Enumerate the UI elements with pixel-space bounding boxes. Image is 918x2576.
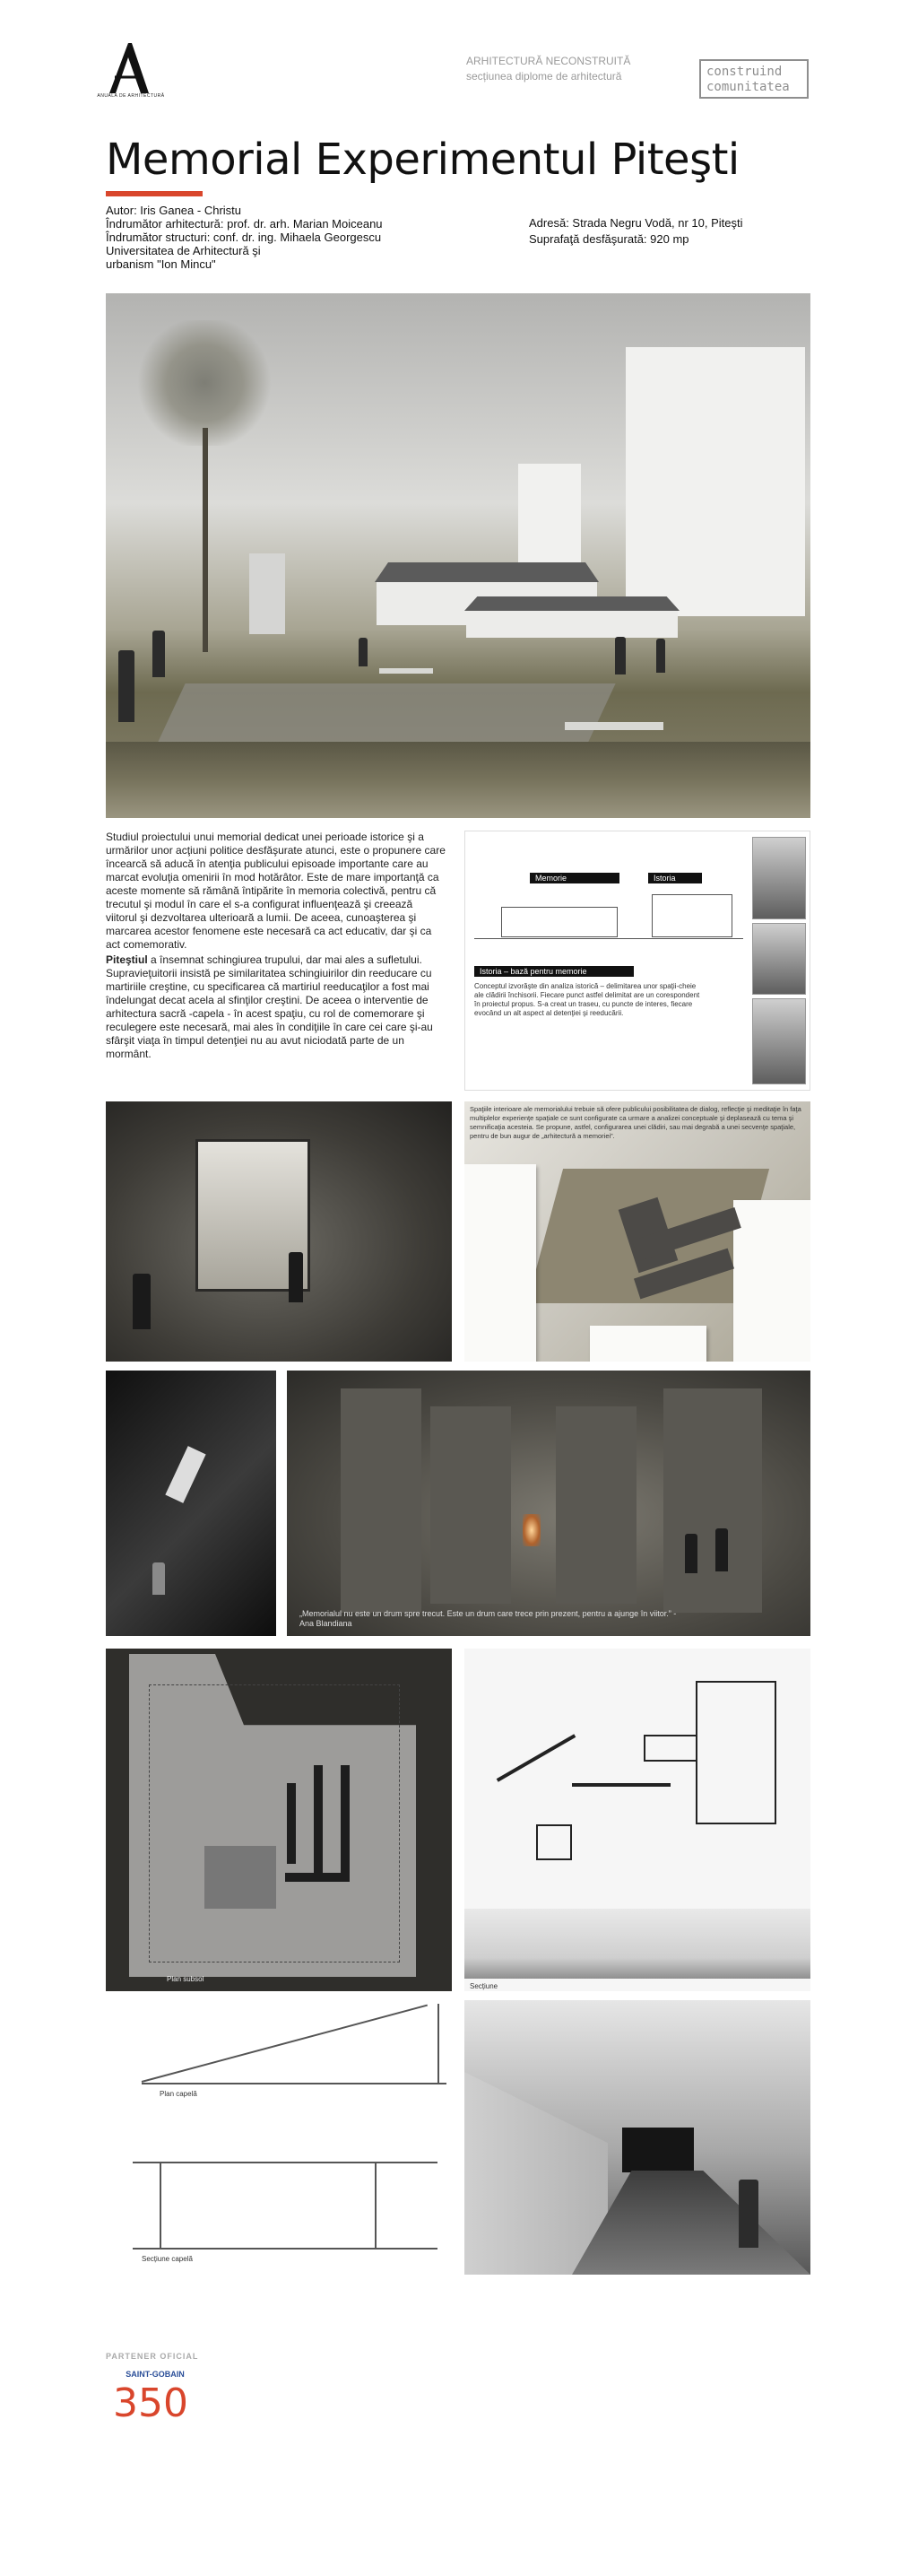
entrance-opening	[622, 2128, 694, 2172]
area: Suprafaţă desfăşurată: 920 mp	[529, 232, 689, 246]
description-paragraph-2	[106, 953, 446, 1061]
construind-comunitatea-logo	[699, 59, 809, 99]
concept-photo	[752, 998, 806, 1084]
saint-gobain-logo	[106, 2370, 204, 2432]
annex-roof	[464, 596, 680, 611]
partner-label: PARTENER OFICIAL	[106, 2352, 199, 2361]
neighbor-block	[464, 1164, 536, 1362]
section-elevation	[464, 1909, 810, 1979]
site-plan	[106, 1649, 452, 1991]
visitor-figure	[656, 639, 665, 673]
background-tower	[626, 347, 805, 616]
anniversary-digit-5: 5	[138, 2380, 163, 2426]
light-slit-render	[106, 1371, 276, 1636]
plan-wall	[285, 1873, 350, 1882]
logo-caption: ANUALA DE ARHITECTURĂ	[97, 93, 165, 99]
concept-note: Conceptul izvorăşte din analiza istorică – delimitarea unor spaţii-cheie ale clădirii închisorii. Fiecare punct astfel delimitat are un corespondent în proiectul propus. S-a creat un traseu, cu puncte de interes, fiecare evocând un alt aspect al detenţiei şi reeducării.	[474, 982, 700, 1017]
partner-anniversary	[113, 2382, 188, 2425]
concrete-pillar	[341, 1388, 421, 1613]
ramp-wall	[464, 2072, 608, 2275]
concrete-pillar	[663, 1388, 762, 1613]
tagline-line2: secțiunea diplome de arhitectură	[466, 70, 622, 83]
visitor-figure	[289, 1252, 303, 1302]
aerial-caption: Spaţiile interioare ale memorialului trebuie să ofere publicului posibilitatea de dialog, reflecţie şi meditaţie în faţa multiplelor experienţe spaţiale ce sunt configurate ca urmare a analizei conceptuale şi deplasează cu tema şi semnificaţia acesteia. Se propune, astfel, configurarea unei clădiri, sau mai degrabă a unei secvenţe spaţiale, pentru de bun augur de „arhitectură a memoriei”.	[470, 1105, 801, 1140]
concept-board	[464, 831, 810, 1091]
visitor-figure	[739, 2180, 758, 2248]
chapel-plan-base	[142, 2083, 446, 2084]
hall-render	[287, 1371, 810, 1636]
advisor-structures: Îndrumător structuri: conf. dr. ing. Mihaela Georgescu	[106, 231, 382, 244]
university-line1: Universitatea de Arhitectură şi	[106, 244, 261, 257]
chapel-section-label: Secțiune capelă	[142, 2255, 193, 2263]
visitor-figure	[359, 638, 368, 666]
concrete-pillar	[430, 1406, 511, 1604]
prison-plan	[696, 1681, 776, 1824]
chapel-section-top	[133, 2162, 437, 2163]
plan-wall	[341, 1765, 350, 1873]
visitor-figure	[133, 1274, 151, 1329]
visitor-figure	[615, 637, 626, 674]
title-accent-bar	[106, 191, 203, 196]
section-label: Secțiune	[470, 1982, 498, 1990]
visitor-figure	[118, 650, 134, 722]
anniversary-digit-3: 3	[113, 2380, 138, 2426]
hall-quote-author: Ana Blandiana	[299, 1619, 352, 1628]
visitor-figure	[685, 1534, 697, 1573]
concrete-pillar	[556, 1406, 637, 1604]
concrete-bench	[379, 668, 433, 674]
site-plan-label: Plan subsol	[167, 1975, 204, 1983]
description-body: a însemnat schingiurea trupului, dar mai ales a sufletului. Supravieţuitorii insistă pe similaritatea schingiuirilor din reeducare cu martiriile creştine, cu specificarea că martiriul reeducaţilor a fost mai îndelungat decat acela al sfinţilor creştini. De aceea o interventie de arhitectura sacră -capela - în acest spaţiu, cu rol de comemorare şi reculegere este necesară, mai ales în condiţiile în care cei care şi-au sfârşit viaţa în timpul detenţiei nu au avut niciodată parte de un mormânt.	[106, 953, 433, 1060]
neighbor-block	[733, 1200, 810, 1362]
chapel-plan-wall	[437, 2004, 439, 2084]
neighbor-block	[590, 1326, 706, 1362]
address: Adresă: Strada Negru Vodă, nr 10, Piteşti	[529, 216, 743, 230]
concept-sketch-box	[501, 907, 618, 937]
concept-photo	[752, 923, 806, 995]
plan-boundary	[149, 1684, 400, 1962]
project-meta	[529, 215, 742, 248]
chapel-section-floor	[133, 2248, 437, 2250]
tagline	[466, 54, 630, 84]
plans-and-section	[464, 1649, 810, 1991]
concrete-bench	[565, 722, 663, 730]
grass-foreground	[106, 742, 810, 818]
brand-line2: comunitatea	[706, 80, 790, 94]
tag-concept: Istoria – bază pentru memorie	[474, 966, 634, 977]
annex-building	[466, 611, 678, 638]
plan-courtyard	[204, 1846, 276, 1909]
partner-name: SAINT-GOBAIN	[126, 2370, 185, 2379]
tree-trunk	[203, 428, 208, 652]
chapel-plan-label: Plan capelă	[160, 2090, 197, 2098]
hero-render	[106, 293, 810, 818]
project-credits	[106, 204, 500, 271]
chapel-section-wall	[160, 2162, 161, 2248]
candle-light	[523, 1514, 541, 1546]
tag-history: Istoria	[648, 873, 702, 883]
tagline-line1: ARHITECTURĂ NECONSTRUITĂ	[466, 55, 631, 67]
project-description	[106, 831, 446, 1063]
hall-quote-text: „Memorialul nu este un drum spre trecut. Este un drum care trece prin prezent, pentru a ajunge în viitor.” -	[299, 1609, 677, 1618]
prison-roof	[375, 562, 599, 582]
background-tower	[249, 553, 285, 634]
plan-room	[536, 1824, 572, 1860]
concept-photo	[752, 837, 806, 919]
anniversary-digit-0: 0	[163, 2380, 188, 2426]
plan-room	[644, 1735, 697, 1762]
visitor-figure	[152, 631, 165, 677]
description-lead: Piteştiul	[106, 953, 148, 966]
advisor-architecture: Îndrumător arhitectură: prof. dr. arh. Marian Moiceanu	[106, 217, 383, 231]
university-line2: urbanism "Ion Mincu"	[106, 257, 216, 271]
hall-quote	[299, 1609, 676, 1629]
chapel-plan-roof	[142, 2005, 428, 2083]
interior-render-opening	[106, 1101, 452, 1362]
light-slit	[165, 1446, 205, 1503]
anuala-logo-icon	[106, 41, 151, 95]
plan-wall	[314, 1765, 323, 1873]
entrance-ramp-render	[464, 2000, 810, 2275]
chapel-drawings	[106, 2000, 452, 2275]
visitor-figure	[715, 1528, 728, 1571]
author: Autor: Iris Ganea - Christu	[106, 204, 241, 217]
plan-wall	[497, 1734, 576, 1781]
tag-memory: Memorie	[530, 873, 619, 883]
plan-wall	[287, 1783, 296, 1864]
brand-line1: construind	[706, 65, 783, 79]
tree-canopy	[133, 320, 276, 446]
visitor-figure	[152, 1562, 165, 1595]
aerial-render	[464, 1101, 810, 1362]
chapel-section-wall	[375, 2162, 377, 2248]
page-title: Memorial Experimentul Piteşti	[106, 135, 740, 185]
concept-sketch-house	[652, 894, 732, 937]
plan-wall	[572, 1783, 671, 1787]
description-paragraph-1: Studiul proiectului unui memorial dedicat unei perioade istorice şi a urmărilor unor acţiuni politice desfăşurate atunci, este o propunere care încearcă să aducă în atenţia publicului episoade importante care au marcat evoluţia omenirii în mod hotărâtor. Este de mare importanţă ca aceste momente să rămână întipărite în memoria colectivă, pentru că trecutul şi modul în care el s-a configurat influenţează şi creează viitorul şi dezvoltarea ulterioară a lumii. De aceea, cunoaşterea şi marcarea acestor fenomene este necesară ca act educativ, dar şi ca act comemorativ.	[106, 831, 446, 951]
